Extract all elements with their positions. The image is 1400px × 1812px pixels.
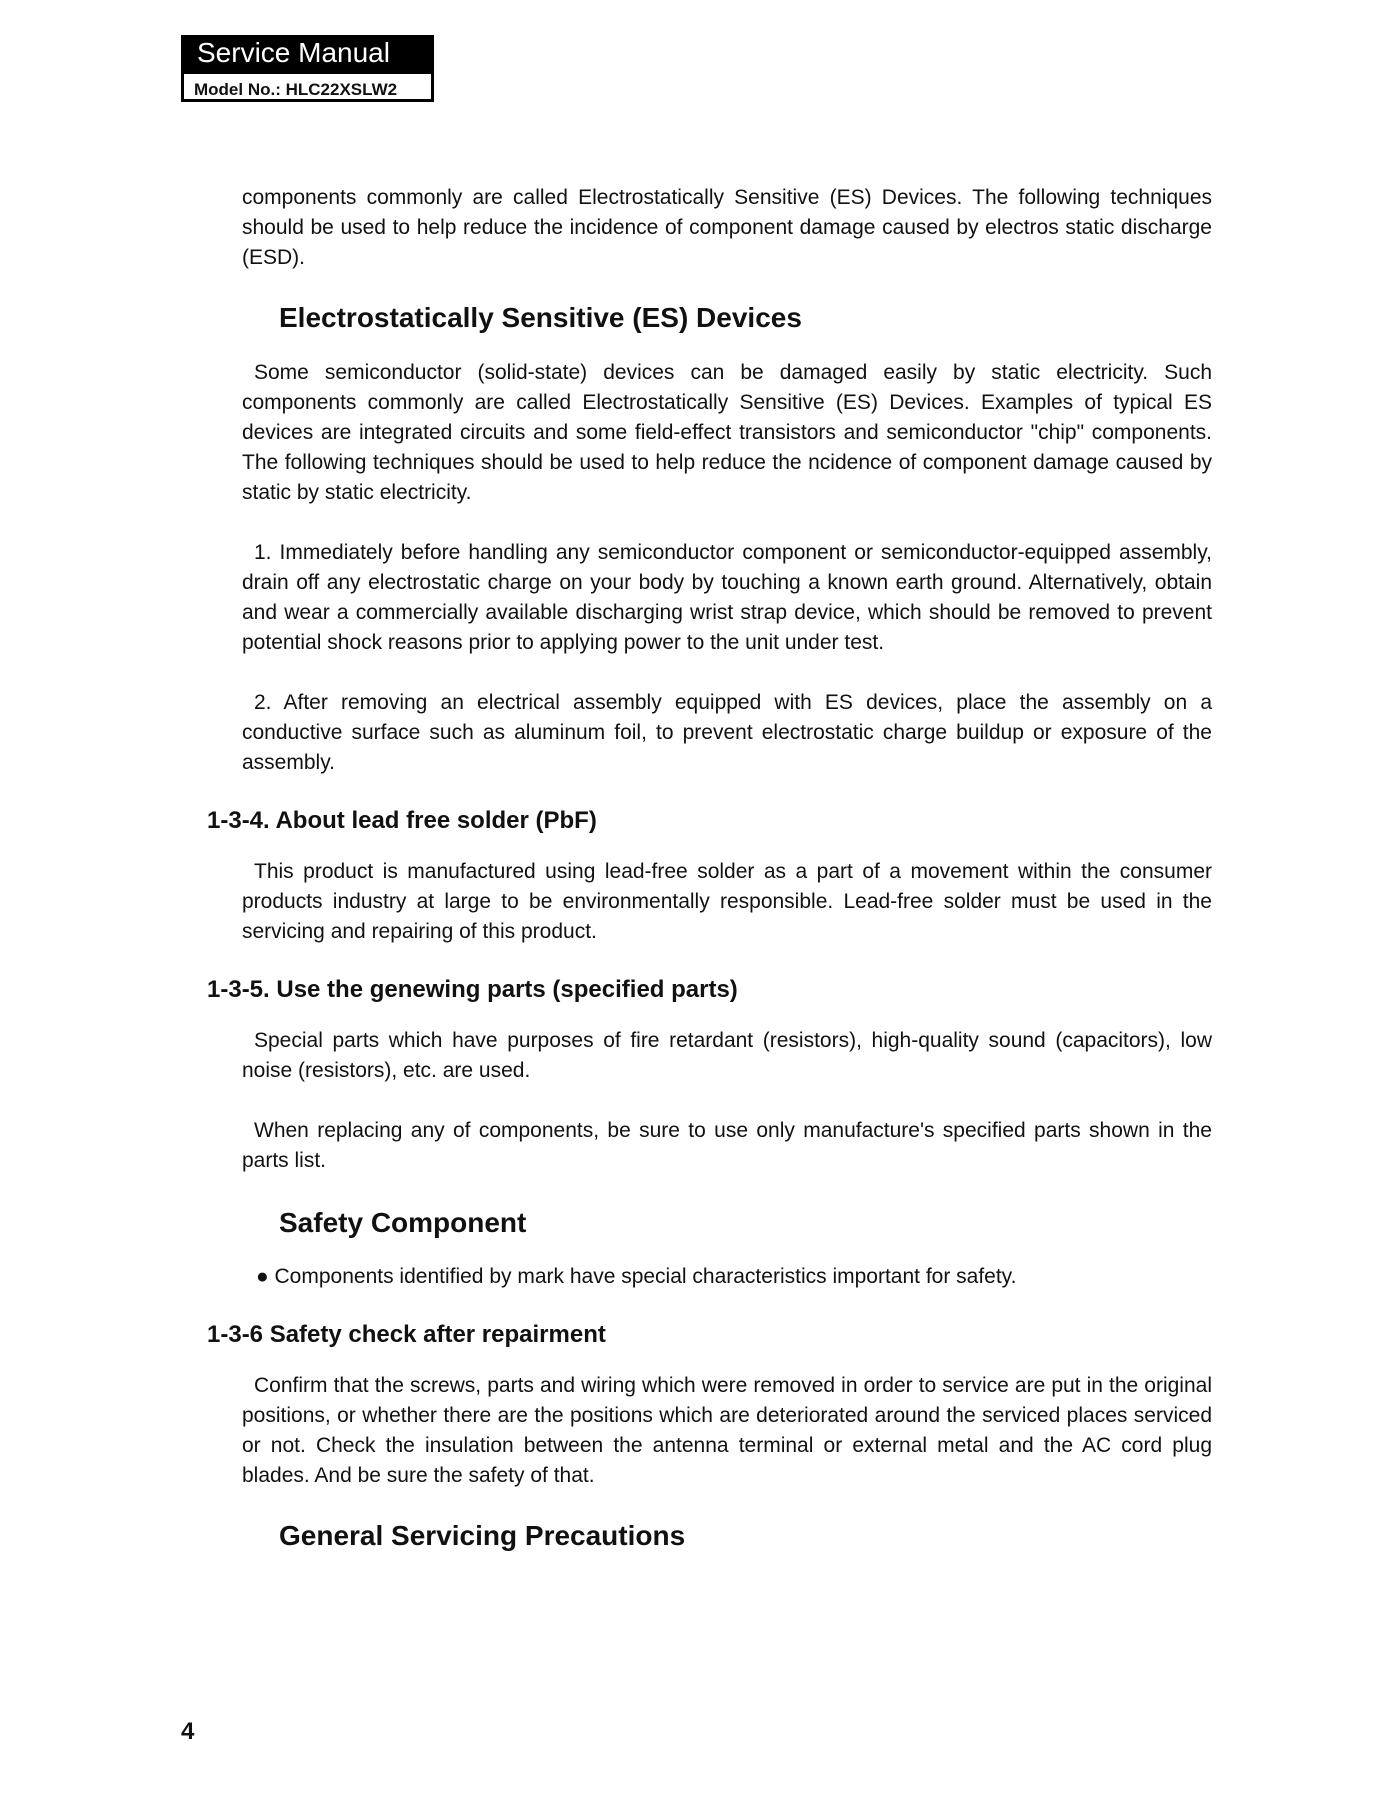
es-item-2: 2. After removing an electrical assembly equipped with ES devices, place the assembly on a conductive surface such as aluminum foil, to prevent electrostatic charge buildup or exposure of the assembly. <box>242 691 1212 774</box>
es-devices-heading: Electrostatically Sensitive (ES) Devices <box>279 302 802 333</box>
manual-title: Service Manual <box>181 35 434 71</box>
section-1-3-4-paragraph: This product is manufactured using lead-free solder as a part of a movement within the consumer products industry at large to be environmentally responsible. Lead-free solder must be used in the servicing and repairing of this product. <box>242 860 1212 943</box>
section-1-3-5-paragraph-1: Special parts which have purposes of fire retardant (resistors), high-quality sound (capacitors), low noise (resistors), etc. are used. <box>242 1029 1212 1082</box>
section-1-3-5-paragraph-2: When replacing any of components, be sure to use only manufacture's specified parts shown in the parts list. <box>242 1119 1212 1172</box>
safety-component-bullet: ● Components identified by mark have special characteristics important for safety. <box>256 1265 1017 1288</box>
intro-paragraph: components commonly are called Electrostatically Sensitive (ES) Devices. The following techniques should be used to help reduce the incidence of component damage caused by electros static discharge (ESD). <box>242 186 1212 269</box>
model-number: Model No.: HLC22XSLW2 <box>181 71 434 102</box>
es-devices-paragraph: Some semiconductor (solid-state) devices can be damaged easily by static electricity. Such components commonly are called Electrostatically Sensitive (ES) Devices. Examples of typical ES devices are integrated circuits and some field-effect transistors and semiconductor "chip" components. The following techniques should be used to help reduce the ncidence of component damage caused by static by static electricity. <box>242 361 1212 504</box>
header-block <box>181 35 434 102</box>
page-number: 4 <box>181 1718 195 1745</box>
general-servicing-heading: General Servicing Precautions <box>279 1520 686 1551</box>
section-1-3-4-heading: 1-3-4. About lead free solder (PbF) <box>207 807 597 834</box>
es-item-1: 1. Immediately before handling any semiconductor component or semiconductor-equipped assembly, drain off any electrostatic charge on your body by touching a known earth ground. Alternatively, obtain and wear a commercially available discharging wrist strap device, which should be removed to prevent potential shock reasons prior to applying power to the unit under test. <box>242 541 1212 654</box>
safety-component-heading: Safety Component <box>279 1207 527 1238</box>
section-1-3-6-paragraph: Confirm that the screws, parts and wiring which were removed in order to service are put in the original positions, or whether there are the positions which are deteriorated around the serviced places serviced or not. Check the insulation between the antenna terminal or external metal and the AC cord plug blades. And be sure the safety of that. <box>242 1374 1212 1487</box>
page-content <box>207 183 1212 1557</box>
section-1-3-6-heading: 1-3-6 Safety check after repairment <box>207 1321 606 1348</box>
section-1-3-5-heading: 1-3-5. Use the genewing parts (specified parts) <box>207 976 738 1003</box>
